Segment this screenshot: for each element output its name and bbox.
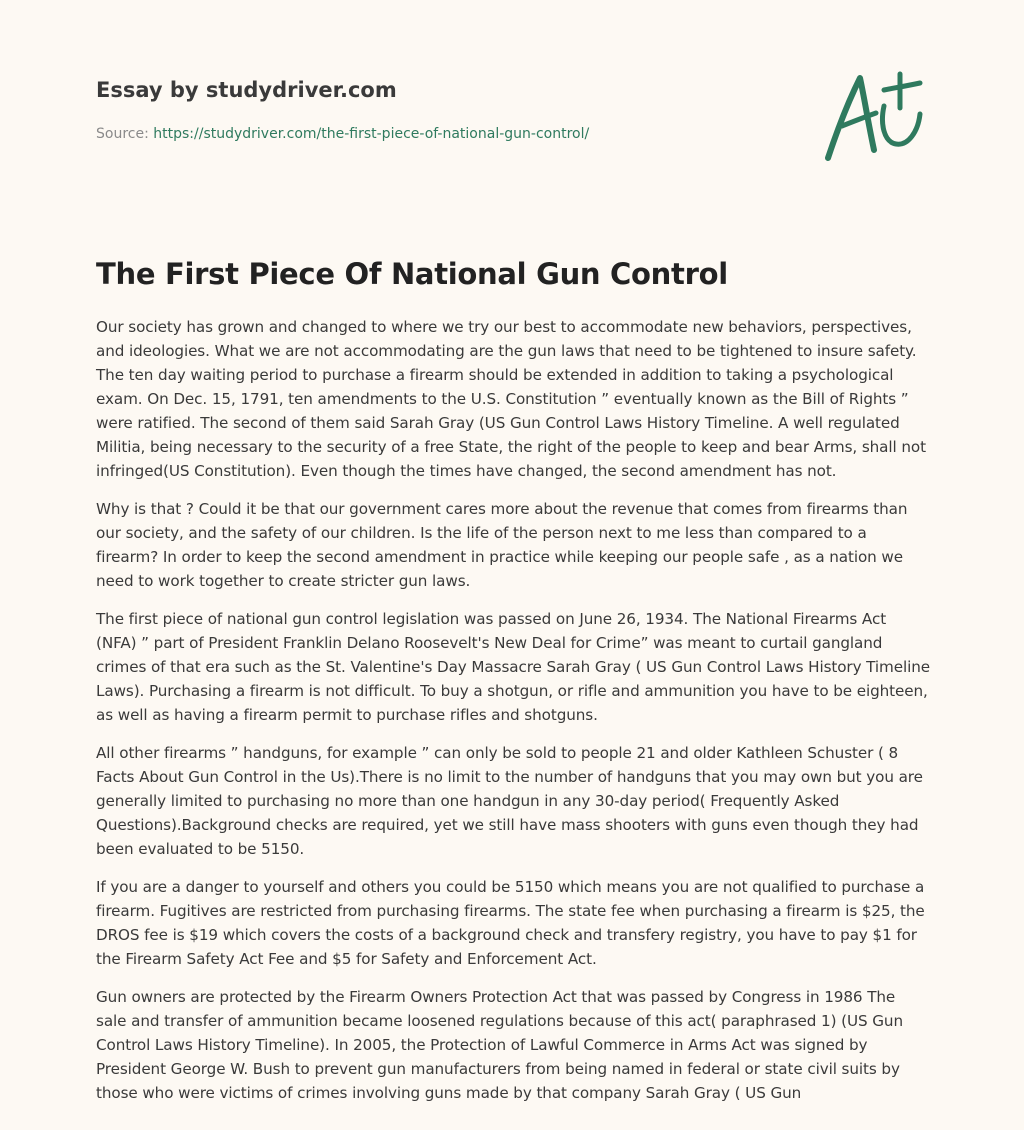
paragraph: Our society has grown and changed to where we try our best to accommodate new behaviors, perspectives, and ideologies. What we are not accommodating are the gun laws that need to be tightened to insure safety. The ten day waiting period to purchase a firearm should be extended in addition to taking a psychological exam. On Dec. 15, 1791, ten amendments to the U.S. Constitution ” eventually known as the Bill of Rights ” were ratified. The second of them said Sarah Gray (US Gun Control Laws History Timeline. A well regulated Militia, being necessary to the security of a free State, the right of the people to keep and bear Arms, shall not infringed(US Constitution). Even though the times have changed, the second amendment has not. (96, 318, 926, 480)
source-label: Source: (96, 126, 149, 142)
paragraph: All other firearms ” handguns, for example ” can only be sold to people 21 and older Kathleen Schuster ( 8 Facts About Gun Control in the Us).There is no limit to the number of handguns that you may own but you are generally limited to purchasing no more than one handgun in any 30-day period( Frequently Asked Questions).Background checks are required, yet we still have mass shooters with guns even though they had been evaluated to be 5150. (96, 744, 923, 858)
source-line (96, 126, 589, 142)
paragraph: Gun owners are protected by the Firearm Owners Protection Act that was passed by Congress in 1986 The sale and transfer of ammunition became loosened regulations because of this act( paraphrased 1) (US Gun Control Laws History Timeline). In 2005, the Protection of Lawful Commerce in Arms Act was signed by President George W. Bush to prevent gun manufacturers from being named in federal or state civil suits by those who were victims of crimes involving guns made by that company Sarah Gray ( US Gun (96, 988, 903, 1102)
article-title: The First Piece Of National Gun Control (96, 257, 728, 291)
paragraph: If you are a danger to yourself and others you could be 5150 which means you are not qualified to purchase a firearm. Fugitives are restricted from purchasing firearms. The state fee when purchasing a firearm is $25, the DROS fee is $19 which covers the costs of a background check and transfery registry, you have to pay $1 for the Firearm Safety Act Fee and $5 for Safety and Enforcement Act. (96, 878, 925, 968)
paragraph: Why is that ? Could it be that our government cares more about the revenue that comes from firearms than our society, and the safety of our children. Is the life of the person next to me less than compared to a firearm? In order to keep the second amendment in practice while keeping our people safe , as a nation we need to work together to create stricter gun laws. (96, 500, 908, 590)
source-link[interactable]: https://studydriver.com/the-first-piece-of-national-gun-control/ (153, 126, 590, 142)
a-plus-logo (822, 66, 932, 166)
paragraph: The first piece of national gun control legislation was passed on June 26, 1934. The National Firearms Act (NFA) ” part of President Franklin Delano Roosevelt's New Deal for Crime” was meant to curtail gangland crimes of that era such as the St. Valentine's Day Massacre Sarah Gray ( US Gun Control Laws History Timeline Laws). Purchasing a firearm is not difficult. To buy a shotgun, or rifle and ammunition you have to be eighteen, as well as having a firearm permit to purchase rifles and shotguns. (96, 610, 930, 724)
header (96, 76, 696, 142)
article-body (96, 315, 930, 1119)
site-title: Essay by studydriver.com (96, 78, 397, 102)
